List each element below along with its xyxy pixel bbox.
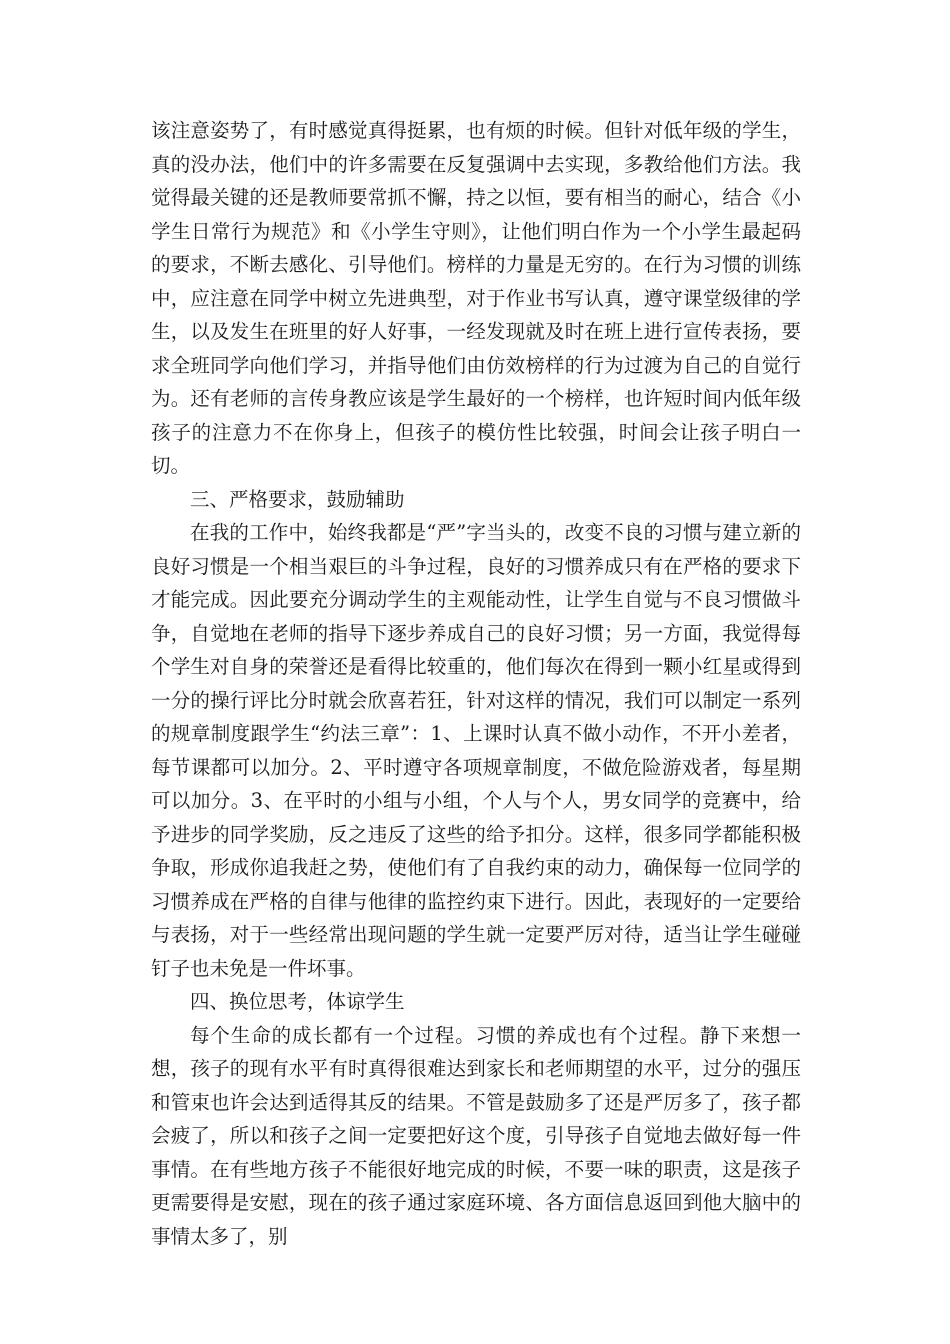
section-heading-4: 四、换位思考，体谅学生 bbox=[190, 990, 405, 1013]
paragraph-strict-requirements: 在我的工作中，始终我都是“严”字当头的，改变不良的习惯与建立新的良好习惯是一个相当艰巨的斗争过程，良好的习惯养成只有在严格的要求下才能完成。因此要充分调动学生的主观能动性，让学生自觉与不良习惯做斗争，自觉地在老师的指导下逐步养成自己的良好习惯；另一方面，我觉得每个学生对自身的荣誉还是看得比较重的，他们每次在得到一颗小红星或得到一分的操行评比分时就会欣喜若狂，针对这样的情况，我们可以制定一系列的规章制度跟学生“约法三章”：1、上课时认真不做小动作，不开小差者，每节课都可以加分。2、平时遵守各项规章制度，不做危险游戏者，每星期可以加分。3、在平时的小组与小组，个人与个人，男女同学的竞赛中，给予进步的同学奖励，反之违反了这些的给予扣分。这样，很多同学都能积极争取，形成你追我赶之势，使他们有了自我约束的动力，确保每一位同学的习惯养成在严格的自律与他律的监控约束下进行。因此，表现好的一定要给与表扬，对于一些经常出现问题的学生就一定要严厉对待，适当让学生碰碰钉子也未免是一件坏事。 bbox=[151, 521, 801, 980]
paragraph-empathy: 每个生命的成长都有一个过程。习惯的养成也有个过程。静下来想一想，孩子的现有水平有时真得很难达到家长和老师期望的水平，过分的强压和管束也许会达到适得其反的结果。不管是鼓励多了还是严厉多了，孩子都会疲了，所以和孩子之间一定要把好这个度，引导孩子自觉地去做好每一件事情。在有些地方孩子不能很好地完成的时候，不要一味的职责，这是孩子更需要得是安慰，现在的孩子通过家庭环境、各方面信息返回到他大脑中的事情太多了，别 bbox=[151, 1023, 801, 1248]
paragraph-continuation: 该注意姿势了，有时感觉真得挺累，也有烦的时候。但针对低年级的学生，真的没办法，他们中的许多需要在反复强调中去实现，多教给他们方法。我觉得最关键的还是教师要常抓不懈，持之以恒，要有相当的耐心，结合《小学生日常行为规范》和《小学生守则》，让他们明白作为一个小学生最起码的要求，不断去感化、引导他们。榜样的力量是无穷的。在行为习惯的训练中，应注意在同学中树立先进典型，对于作业书写认真，遵守课堂级律的学生，以及发生在班里的好人好事，一经发现就及时在班上进行宣传表扬，要求全班同学向他们学习，并指导他们由仿效榜样的行为过渡为自己的自觉行为。还有老师的言传身教应该是学生最好的一个榜样，也许短时间内低年级孩子的注意力不在你身上，但孩子的模仿性比较强，时间会让孩子明白一切。 bbox=[151, 119, 801, 477]
document-body bbox=[151, 114, 801, 1253]
section-heading-3: 三、严格要求，鼓励辅助 bbox=[190, 487, 405, 511]
